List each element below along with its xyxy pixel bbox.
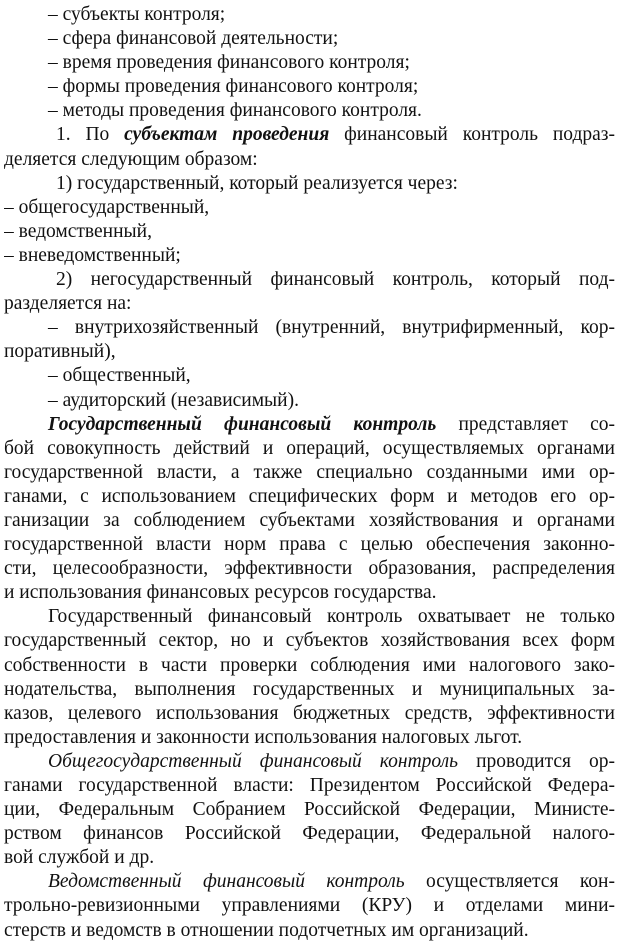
paragraph-line (4, 413, 615, 437)
list-heading: 2) негосударственный финансовый контроль, который под- (56, 269, 615, 291)
paragraph-general-control (4, 750, 615, 870)
paragraph-subjects (4, 123, 615, 171)
emphasis-subjects: субъектам проведения (124, 124, 330, 146)
paragraph-line (4, 750, 615, 774)
paragraph-line: государственной власти, а также специально созданными ими ор- (4, 461, 615, 483)
paragraph-line: собственности в части проверки соблюдения ими налогового зако- (4, 654, 615, 676)
text-run: осуществляется кон- (404, 871, 615, 893)
text-run: финансовый контроль подраз- (329, 124, 615, 146)
intro-list (4, 3, 615, 123)
paragraph-line: рством финансов Российской Федерации, Федеральной налого- (4, 823, 615, 845)
list-item: – общественный, (48, 365, 191, 387)
state-control (4, 172, 615, 268)
paragraph-line: казов, целевого использования бюджетных средств, эффективности (4, 702, 615, 724)
paragraph-line: вой службой и др. (4, 847, 155, 869)
paragraph-line: предоставления и законности использования налоговых льгот. (4, 726, 523, 748)
text-run: 1. По (56, 124, 125, 146)
paragraph-line: ганами государственной власти: Президентом Российской Федера- (4, 775, 615, 796)
paragraph-line: трольно-ревизионными управлениями (КРУ) и отделами мини- (4, 895, 615, 917)
paragraph-line: сти, целесообразности, эффективности образования, распределения (4, 558, 615, 580)
list-item: – методы проведения финансового контроля. (48, 100, 422, 122)
list-item: – вневедомственный; (4, 244, 181, 266)
paragraph-line: нодательства, выполнения государственных и муниципальных за- (4, 678, 615, 700)
list-item-continuation: поративный), (4, 341, 116, 363)
emphasis-departmental-control: Ведомственный финансовый контроль (48, 871, 405, 893)
text-run: проводится ор- (458, 750, 615, 772)
paragraph-departmental-control (4, 870, 615, 942)
nonstate-control (4, 268, 615, 413)
list-item: – общегосударственный, (4, 196, 210, 218)
paragraph-line: государственной власти норм права с целью обеспечения законно- (4, 534, 615, 556)
paragraph-line: Государственный финансовый контроль охватывает не только (48, 606, 615, 628)
list-item: – субъекты контроля; (48, 4, 226, 25)
paragraph-line: бой совокупность действий и операций, осуществляемых органами (4, 437, 615, 459)
list-heading: 1) государственный, который реализуется через: (56, 172, 458, 194)
emphasis-state-control: Государственный финансовый контроль (48, 413, 437, 435)
paragraph-scope (4, 605, 615, 750)
paragraph-line: ции, Федеральным Собранием Российской Федерации, Министе- (4, 799, 615, 821)
paragraph-definition (4, 413, 615, 606)
paragraph-line (4, 870, 615, 894)
paragraph-line: деляется следующим образом: (4, 148, 258, 170)
list-item: – время проведения финансового контроля; (48, 52, 410, 74)
paragraph-line: стерств и ведомств в отношении подотчетных им организаций. (4, 919, 529, 941)
paragraph-line: и использования финансовых ресурсов государства. (4, 582, 437, 604)
paragraph-line: ганизации за соблюдением субъектами хозяйствования и органами (4, 509, 615, 531)
list-item: – ведомственный, (4, 220, 152, 242)
emphasis-general-control: Общегосударственный финансовый контроль (48, 750, 459, 772)
paragraph-line: разделяется на: (4, 293, 132, 315)
list-item: – сфера финансовой деятельности; (48, 28, 339, 50)
list-item: – формы проведения финансового контроля; (48, 76, 419, 98)
text-run: представляет со- (436, 413, 615, 435)
paragraph-line: ганами, с использованием специфических форм и методов его ор- (4, 485, 615, 507)
list-item: – внутрихозяйственный (внутренний, внутрифирменный, кор- (48, 317, 615, 339)
paragraph-line (4, 123, 615, 147)
paragraph-line: государственный сектор, но и субъектов хозяйствования всех форм (4, 630, 615, 652)
list-item: – аудиторский (независимый). (48, 389, 299, 411)
